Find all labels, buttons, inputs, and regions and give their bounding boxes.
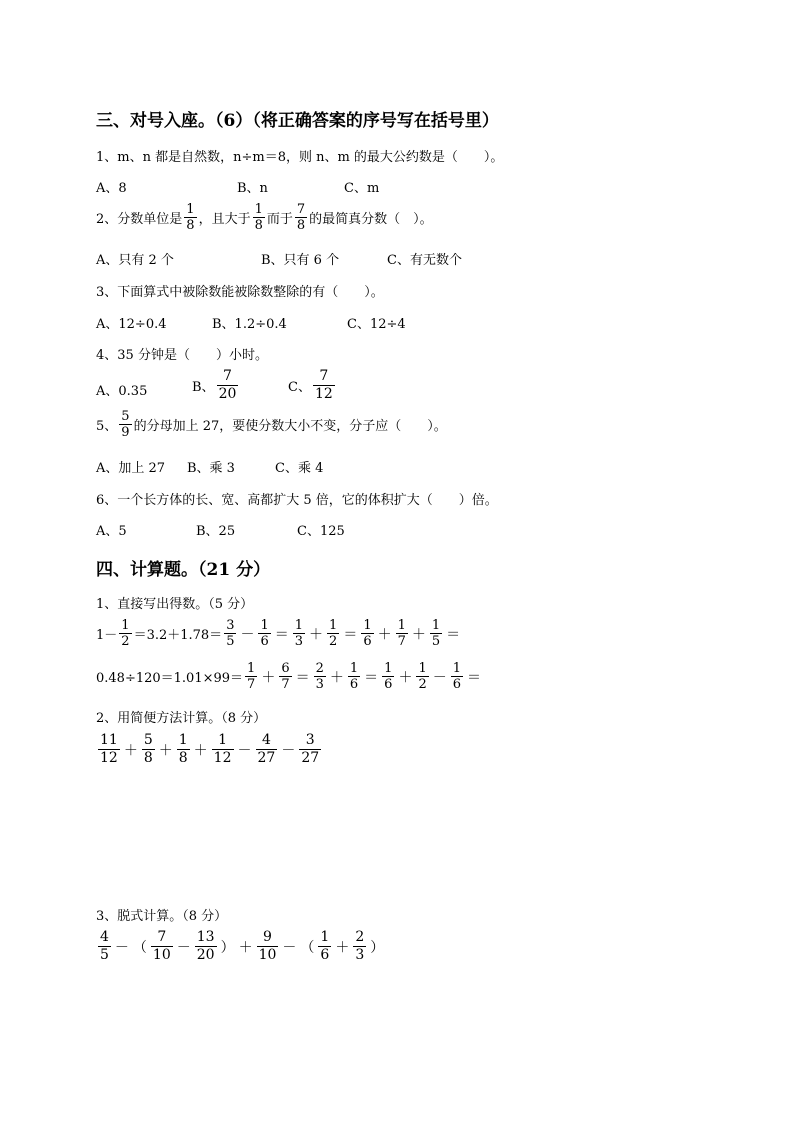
q4-option-b: B、 $\frac{7}{20}$ [192,368,237,402]
fraction: $\frac{1}{5}$ [431,618,441,649]
fraction: $\frac{1}{6}$ [260,618,269,649]
fraction: $\frac{5}{8}$ [143,732,153,766]
q2-text-mid1: ，且大于 [198,212,251,227]
q2-option-b: B、只有 6 个 [261,253,340,268]
fraction: $\frac{1}{7}$ [397,618,406,649]
question-1: 1、m、n 都是自然数，n÷m＝8，则 n、m 的最大公约数是（ ）。 [96,150,504,165]
fraction: $\frac{1}{6}$ [384,661,393,692]
fraction: $\frac{9}{10}$ [258,929,277,963]
question-5: 5、 $\frac{5}{9}$ 的分母加上 27，要使分数大小不变，分子应（ ）。 [96,409,447,440]
part-1-title: 1、直接写出得数。（5 分） [96,597,254,612]
fraction: $\frac{13}{20}$ [196,929,215,963]
q2-text-mid2: 而于 [266,212,293,227]
part-2-title: 2、用简便方法计算。（8 分） [96,711,267,726]
question-3: 3、下面算式中被除数能被除数整除的有（ ）。 [96,285,384,300]
q4-option-c-fraction: $\frac{7}{12}$ [314,368,333,402]
fraction: $\frac{3}{5}$ [226,618,235,649]
fraction: $\frac{6}{7}$ [281,661,290,692]
q6-option-b: B、25 [196,524,236,539]
q3-option-c: C、12÷4 [347,317,406,332]
q2-fraction-2: $\frac{1}{8}$ [254,202,263,233]
fraction: $\frac{1}{3}$ [294,618,304,649]
fraction: $\frac{1}{8}$ [178,732,188,766]
q2-fraction-3: $\frac{7}{8}$ [296,202,306,233]
mental-math-row-2: 0.48÷120＝1.01×99＝ $\frac{1}{7}$ ＋ $\frac{6}{7}$ ＝ $\frac{2}{3}$ ＋ $\frac{1}{6}$ ＝ $\frac{1}{6}$ ＋ $\frac{1}{2}$ － $\frac{1}{6}$ ＝ [96,661,481,692]
fraction: $\frac{1}{6}$ [452,661,461,692]
fraction: $\frac{4}{27}$ [257,732,276,766]
fraction: $\frac{1}{7}$ [247,661,256,692]
q2-option-a: A、只有 2 个 [96,253,174,268]
q1-option-a: A、8 [96,181,127,196]
q3-option-a: A、12÷0.4 [96,317,167,332]
q2-text-post: 的最简真分数（ ）。 [309,212,433,227]
fraction: $\frac{1}{6}$ [363,618,372,649]
stepwise-expression: $\frac{4}{5}$ － （ $\frac{7}{10}$ － $\frac{13}{20}$ ） ＋ $\frac{9}{10}$ － （ $\frac{1}{6}$ ＋ $\frac{2}{3}$ ） [100,929,385,963]
section-4-title: 四、计算题。（21 分） [96,560,271,580]
fraction: $\frac{2}{3}$ [355,929,365,963]
q5-fraction: $\frac{5}{9}$ [121,409,130,440]
q2-text-pre: 2、分数单位是 [96,212,183,227]
q4-option-b-fraction: $\frac{7}{20}$ [218,368,237,402]
q4-option-a: A、0.35 [96,384,148,399]
fraction: $\frac{11}{12}$ [100,732,118,766]
question-6: 6、一个长方体的长、宽、高都扩大 5 倍，它的体积扩大（ ）倍。 [96,493,498,508]
fraction: $\frac{1}{12}$ [213,732,232,766]
q5-option-c: C、乘 4 [275,461,324,476]
q1-option-b: B、n [237,181,268,196]
question-4: 4、35 分钟是（ ）小时。 [96,348,268,363]
q5-option-b: B、乘 3 [187,461,235,476]
q2-option-c: C、有无数个 [387,253,462,268]
fraction: $\frac{3}{27}$ [301,732,320,766]
q5-option-a: A、加上 27 [96,461,166,476]
q4-option-c: C、 $\frac{7}{12}$ [288,368,333,402]
fraction: $\frac{2}{3}$ [315,661,324,692]
fraction: $\frac{1}{6}$ [349,661,359,692]
q2-fraction-1: $\frac{1}{8}$ [186,202,195,233]
fraction: $\frac{1}{2}$ [121,618,130,649]
section-3-title: 三、对号入座。（6）（将正确答案的序号写在括号里） [96,111,499,131]
fraction: $\frac{7}{10}$ [152,929,171,963]
fraction: $\frac{4}{5}$ [100,929,109,963]
q6-option-c: C、125 [297,524,345,539]
q1-option-c: C、m [344,181,380,196]
q3-option-b: B、1.2÷0.4 [212,317,287,332]
fraction: $\frac{1}{2}$ [418,661,427,692]
simplify-expression: $\frac{11}{12}$ ＋ $\frac{5}{8}$ ＋ $\frac{1}{8}$ ＋ $\frac{1}{12}$ － $\frac{4}{27}$ － $\frac{3}{27}$ [100,732,320,766]
part-3-title: 3、脱式计算。（8 分） [96,909,228,924]
question-2 [96,202,433,233]
q6-option-a: A、5 [96,524,127,539]
mental-math-row-1: 1－ $\frac{1}{2}$ ＝3.2＋1.78＝ $\frac{3}{5}$ － $\frac{1}{6}$ ＝ $\frac{1}{3}$ ＋ $\frac{1}{2}$ ＝ $\frac{1}{6}$ ＋ $\frac{1}{7}$ ＋ $\frac{1}{5}$ ＝ [96,618,461,649]
fraction: $\frac{1}{2}$ [329,618,338,649]
fraction: $\frac{1}{6}$ [320,929,330,963]
